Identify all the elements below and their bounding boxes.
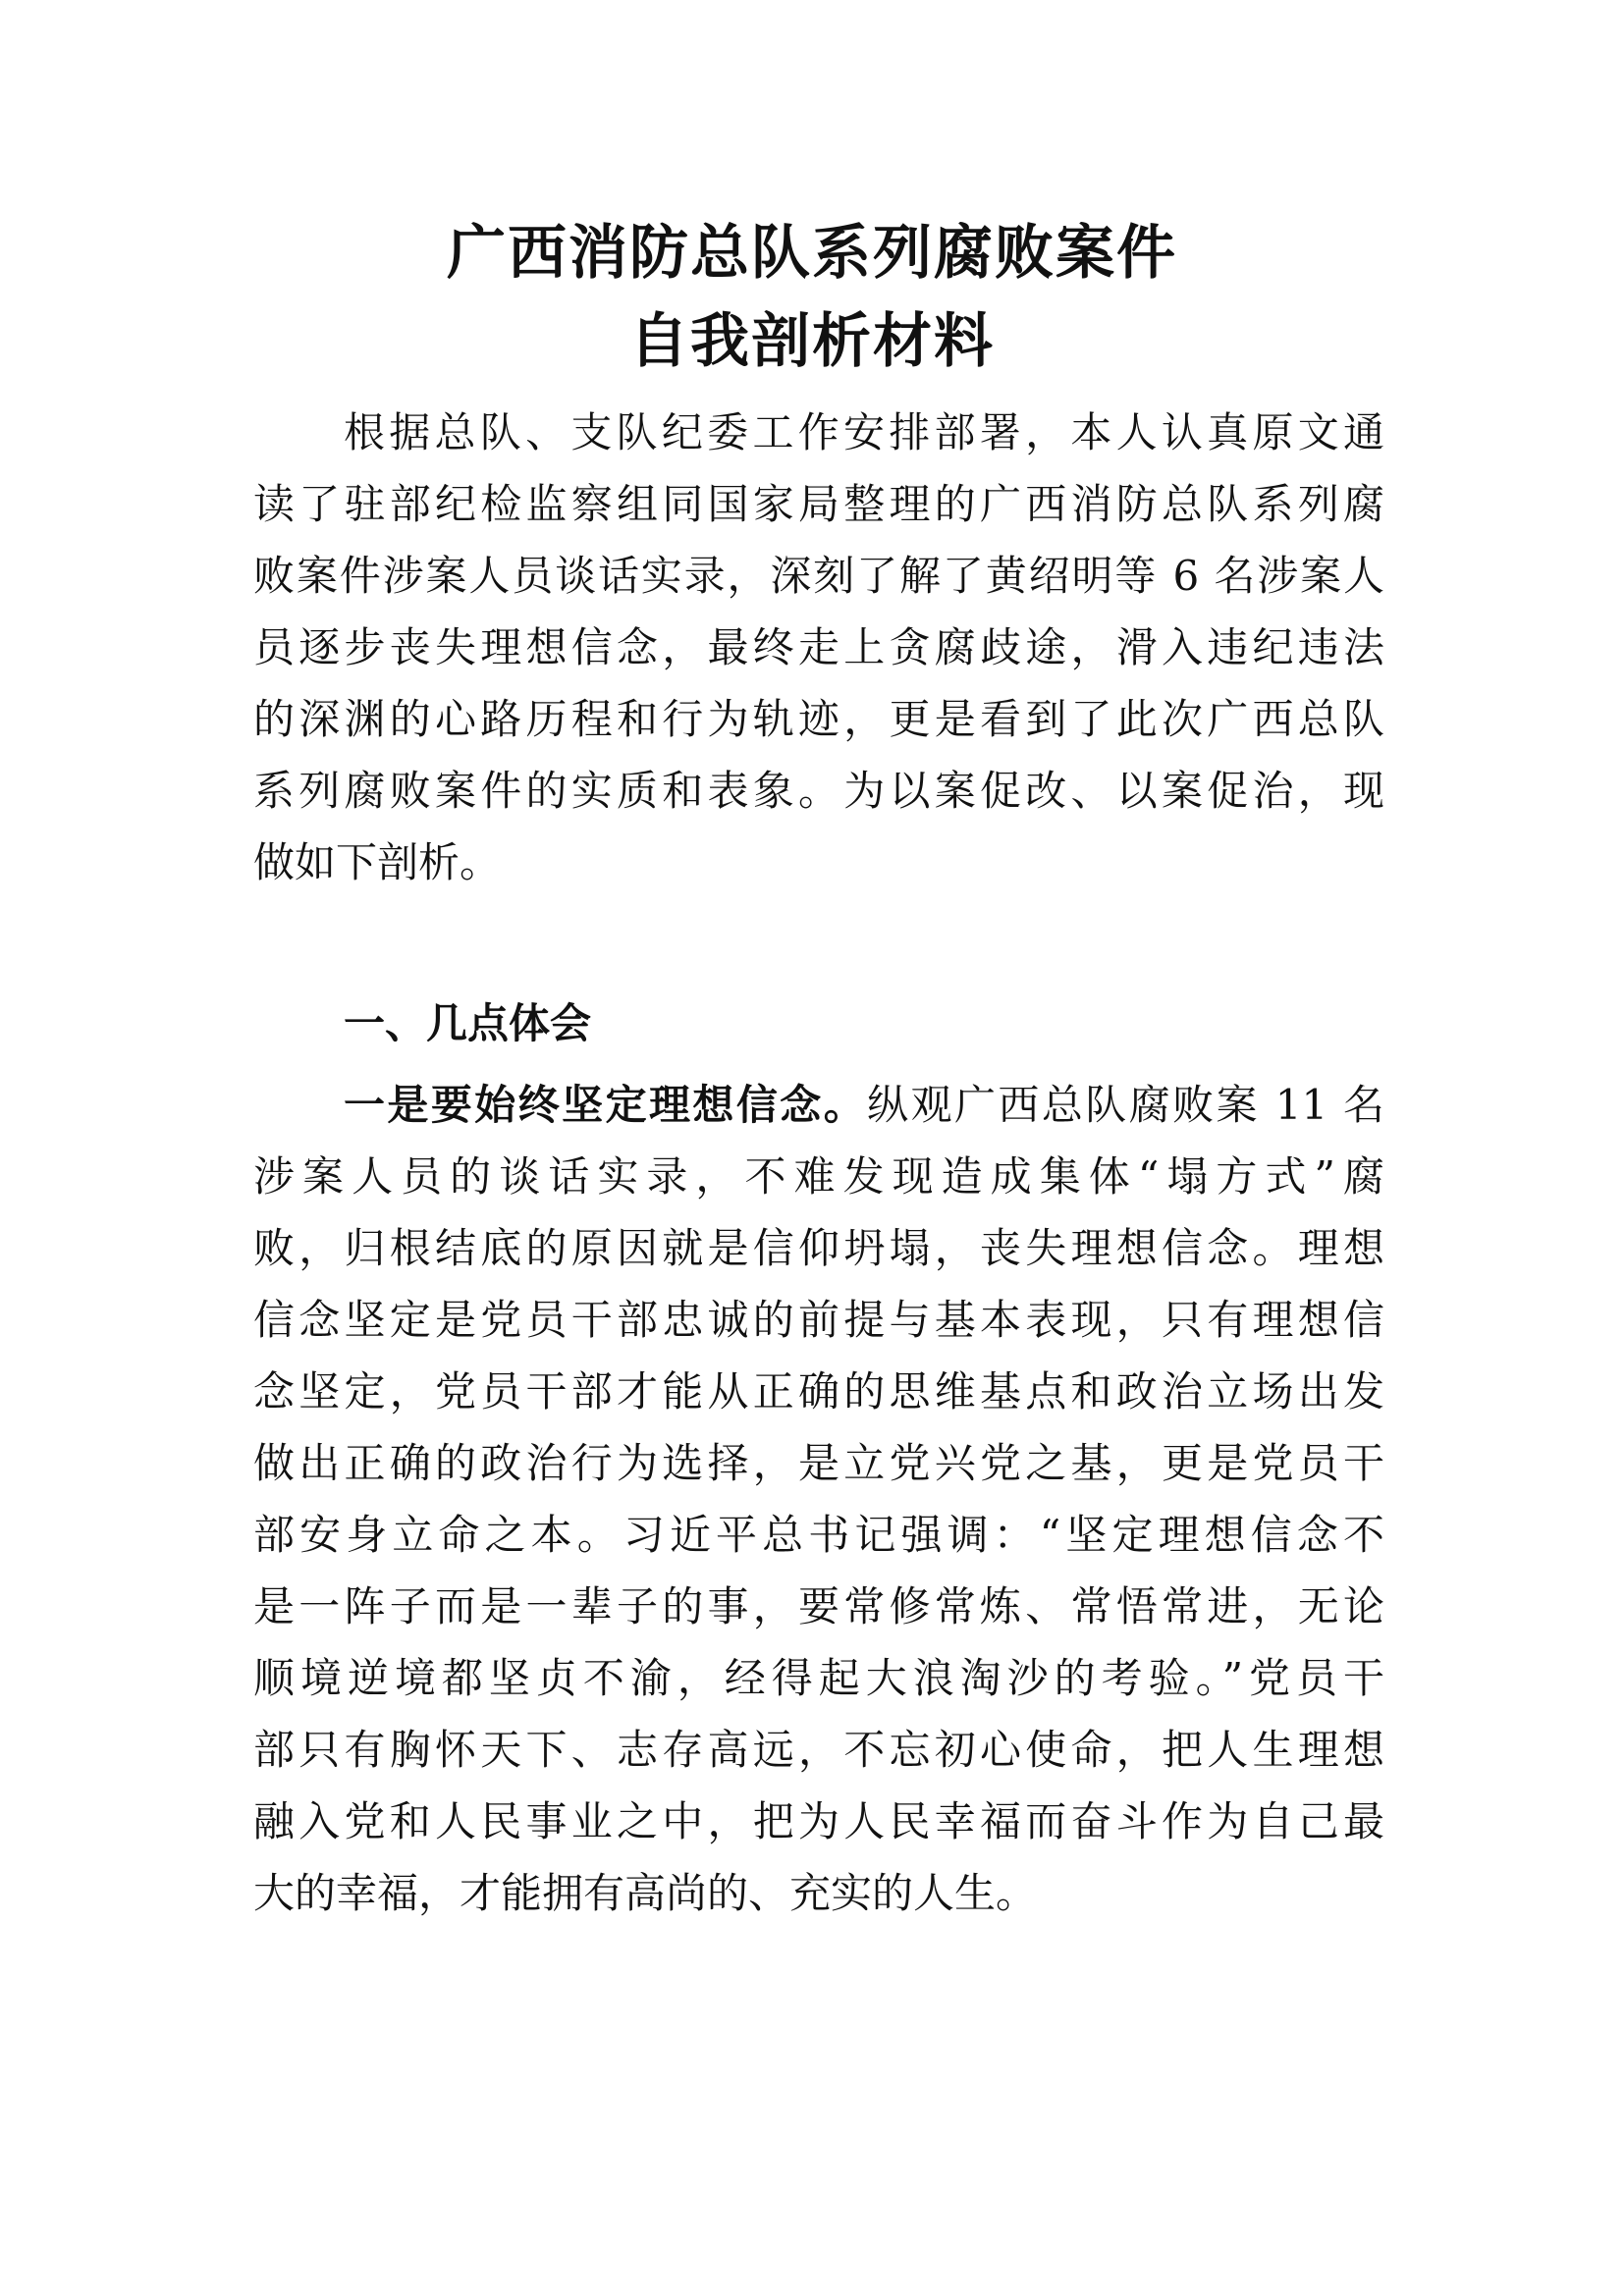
paragraph-line: 败，归根结底的原因就是信仰坍塌，丧失理想信念。理想	[253, 1224, 1384, 1272]
section-heading-text: 一、几点体会	[344, 999, 592, 1047]
document-title-line-2: 自我剖析材料	[629, 307, 995, 376]
paragraph-line: 读了驻部纪检监察组同国家局整理的广西消防总队系列腐	[253, 480, 1384, 528]
paragraph-line: 大的幸福，才能拥有高尚的、充实的人生。	[253, 1869, 1038, 1917]
paragraph-line: 涉案人员的谈话实录，不难发现造成集体“塌方式”腐	[253, 1152, 1384, 1201]
section-heading	[253, 988, 1384, 1069]
section-paragraph	[253, 1069, 1384, 1929]
paragraph-line: 系列腐败案件的实质和表象。为以案促改、以案促治，现	[253, 767, 1384, 815]
paragraph-line: 顺境逆境都坚贞不渝，经得起大浪淘沙的考验。”党员干	[253, 1654, 1384, 1702]
paragraph-line: 做如下剖析。	[253, 838, 502, 886]
paragraph-line	[253, 1069, 1384, 1141]
paragraph-line: 的深渊的心路历程和行为轨迹，更是看到了此次广西总队	[253, 695, 1384, 743]
document-title-line-1: 广西消防总队系列腐败案件	[447, 219, 1177, 288]
paragraph-line: 做出正确的政治行为选择，是立党兴党之基，更是党员干	[253, 1439, 1384, 1487]
paragraph-line: 是一阵子而是一辈子的事，要常修常炼、常悟常进，无论	[253, 1582, 1384, 1630]
paragraph-line: 念坚定，党员干部才能从正确的思维基点和政治立场出发	[253, 1367, 1384, 1415]
intro-paragraph	[253, 397, 1384, 898]
paragraph-line: 信念坚定是党员干部忠诚的前提与基本表现，只有理想信	[253, 1296, 1384, 1344]
paragraph-lead: 一是要始终坚定理想信念。	[344, 1081, 868, 1129]
paragraph-line-rest: 纵观广西总队腐败案 11 名	[867, 1081, 1384, 1129]
paragraph-line: 根据总队、支队纪委工作安排部署，本人认真原文通	[344, 408, 1384, 456]
paragraph-line: 融入党和人民事业之中，把为人民幸福而奋斗作为自己最	[253, 1797, 1384, 1845]
paragraph-line: 部安身立命之本。习近平总书记强调：“坚定理想信念不	[253, 1511, 1384, 1559]
paragraph-line: 部只有胸怀天下、志存高远，不忘初心使命，把人生理想	[253, 1726, 1384, 1774]
paragraph-line: 败案件涉案人员谈话实录，深刻了解了黄绍明等 6 名涉案人	[253, 552, 1384, 600]
paragraph-line: 员逐步丧失理想信念，最终走上贪腐歧途，滑入违纪违法	[253, 623, 1384, 671]
